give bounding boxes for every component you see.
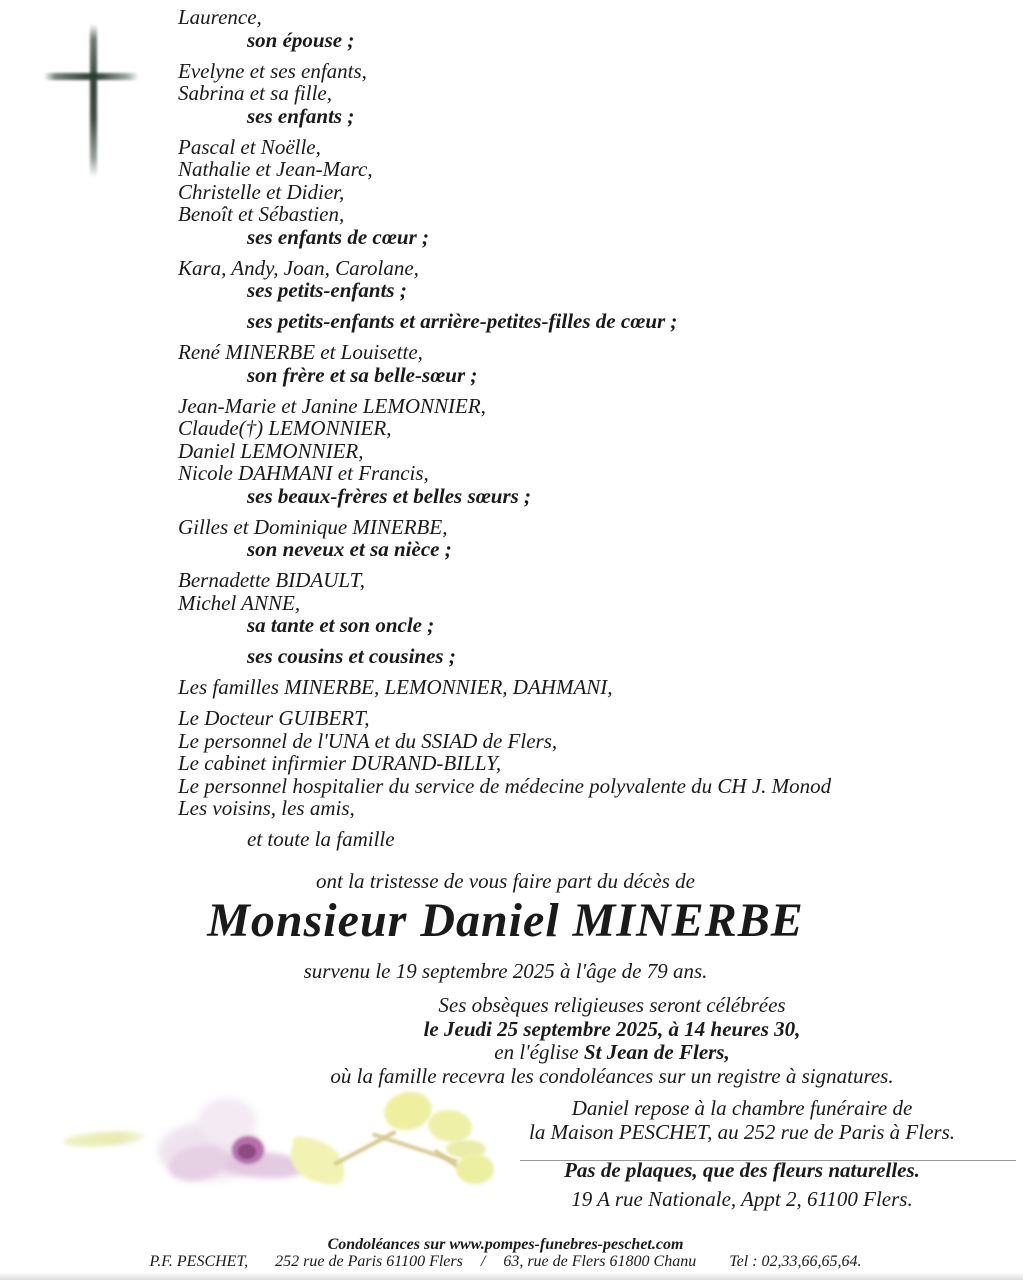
family-list — [178, 6, 831, 859]
orchid-core-image — [238, 1144, 256, 1159]
funeral-home-address-2: 63, rue de Flers 61800 Chanu — [503, 1253, 697, 1270]
church-line-prefix: en l'église — [494, 1040, 584, 1064]
family-name-line: Laurence, — [178, 5, 262, 29]
family-group — [178, 569, 831, 637]
family-name-line: Michel ANNE, — [178, 590, 301, 615]
ceremony-line-1: Ses obsèques religieuses seront célébrées — [438, 993, 786, 1017]
family-group — [178, 828, 831, 851]
relationship-line: ses beaux-frères et belles sœurs ; — [247, 483, 532, 508]
announcement-intro: ont la tristesse de vous faire part du décès de — [316, 869, 695, 893]
family-name-line: Sabrina et sa fille, — [178, 81, 332, 105]
ceremony-register-line: où la famille recevra les condoléances sur un registre à signatures. — [330, 1063, 894, 1088]
repose-line-2: la Maison PESCHET, au 252 rue de Paris à Flers. — [528, 1119, 956, 1144]
family-name-line: Les familles MINERBE, LEMONNIER, DAHMANI, — [178, 675, 613, 699]
repose-details — [529, 1097, 955, 1144]
ceremony-date-line: le Jeudi 25 septembre 2025, à 14 heures 30, — [423, 1016, 801, 1041]
family-group — [178, 341, 831, 386]
family-name-line: Les voisins, les amis, — [178, 796, 355, 820]
family-group — [178, 310, 831, 333]
address-note: 19 A rue Nationale, Appt 2, 61100 Flers. — [571, 1187, 913, 1211]
relationship-line: sa tante et son oncle ; — [247, 613, 435, 637]
family-group — [178, 516, 831, 561]
funeral-home-contact-line — [0, 1253, 1017, 1270]
scan-edge-artifact — [0, 1272, 1023, 1280]
relationship-line: son neveux et sa nièce ; — [247, 537, 452, 561]
family-name-line: Le personnel de l'UNA et du SSIAD de Flers, — [178, 728, 558, 753]
family-name-line: Pascal et Noëlle, — [178, 134, 321, 159]
funeral-home-name: P.F. PESCHET, — [149, 1253, 249, 1270]
family-name-line: Evelyne et ses enfants, — [178, 58, 367, 83]
ceremony-church-line — [330, 1041, 893, 1065]
family-name-line: Jean-Marie et Janine LEMONNIER, — [178, 393, 486, 418]
condolences-website-line: Condoléances sur www.pompes-funebres-peschet.com — [327, 1236, 684, 1253]
family-group — [178, 676, 831, 699]
relationship-line: ses enfants de cœur ; — [247, 224, 429, 249]
deceased-name: Monsieur Daniel MINERBE — [207, 894, 804, 947]
family-name-line: Claude(†) LEMONNIER, — [178, 416, 392, 440]
funeral-home-address-1: 252 rue de Paris 61100 Flers — [275, 1253, 463, 1270]
family-group — [178, 136, 831, 249]
family-name-line: Nathalie et Jean-Marc, — [178, 157, 373, 181]
family-name-line: Bernadette BIDAULT, — [178, 568, 365, 592]
family-name-line: Kara, Andy, Joan, Carolane, — [178, 255, 419, 280]
family-name-line: Le cabinet infirmier DURAND-BILLY, — [178, 751, 502, 775]
family-group — [178, 645, 831, 668]
flowers-note: Pas de plaques, que des fleurs naturelles. — [564, 1158, 920, 1182]
relationship-line: ses petits-enfants et arrière-petites-filles de cœur ; — [247, 309, 678, 333]
funeral-home-phone: Tel : 02,33,66,65,64. — [729, 1253, 862, 1270]
family-group — [178, 6, 831, 51]
relationship-line: ses petits-enfants ; — [247, 278, 407, 302]
relationship-line: ses cousins et cousines ; — [247, 644, 456, 668]
ceremony-details — [330, 994, 893, 1088]
flower-decoration — [0, 1080, 520, 1200]
flower-stem-image — [63, 1129, 146, 1149]
funeral-home-footer — [0, 1236, 1017, 1270]
family-name-line: Le personnel hospitalier du service de médecine polyvalente du CH J. Monod — [178, 773, 832, 798]
flower-bud-image — [456, 1154, 494, 1184]
church-name: St Jean de Flers, — [583, 1040, 730, 1064]
branch-stem-image — [333, 1130, 397, 1166]
family-name-line: René MINERBE et Louisette, — [178, 340, 423, 364]
relationship-line: ses enfants ; — [247, 103, 355, 128]
family-name-line: Daniel LEMONNIER, — [178, 438, 364, 463]
family-name-line: Le Docteur GUIBERT, — [178, 706, 370, 730]
relationship-line: son frère et sa belle-sœur ; — [247, 362, 478, 387]
family-name-line: Christelle et Didier, — [178, 179, 345, 204]
address-separator: / — [480, 1253, 486, 1270]
family-group — [178, 257, 831, 302]
cross-horizontal-bar — [44, 73, 139, 80]
family-name-line: Nicole DAHMANI et Francis, — [178, 461, 429, 485]
family-name-line: Gilles et Dominique MINERBE, — [178, 514, 448, 539]
repose-line-1: Daniel repose à la chambre funéraire de — [571, 1096, 913, 1120]
death-date-line: survenu le 19 septembre 2025 à l'âge de 79 ans. — [303, 959, 708, 983]
closing-family-line: et toute la famille — [247, 827, 395, 851]
family-group — [178, 395, 831, 508]
family-name-line: Benoît et Sébastien, — [178, 202, 345, 226]
relationship-line: son épouse ; — [247, 27, 355, 52]
cross-vertical-bar — [90, 24, 97, 177]
family-group — [178, 707, 831, 820]
family-group — [178, 60, 831, 128]
